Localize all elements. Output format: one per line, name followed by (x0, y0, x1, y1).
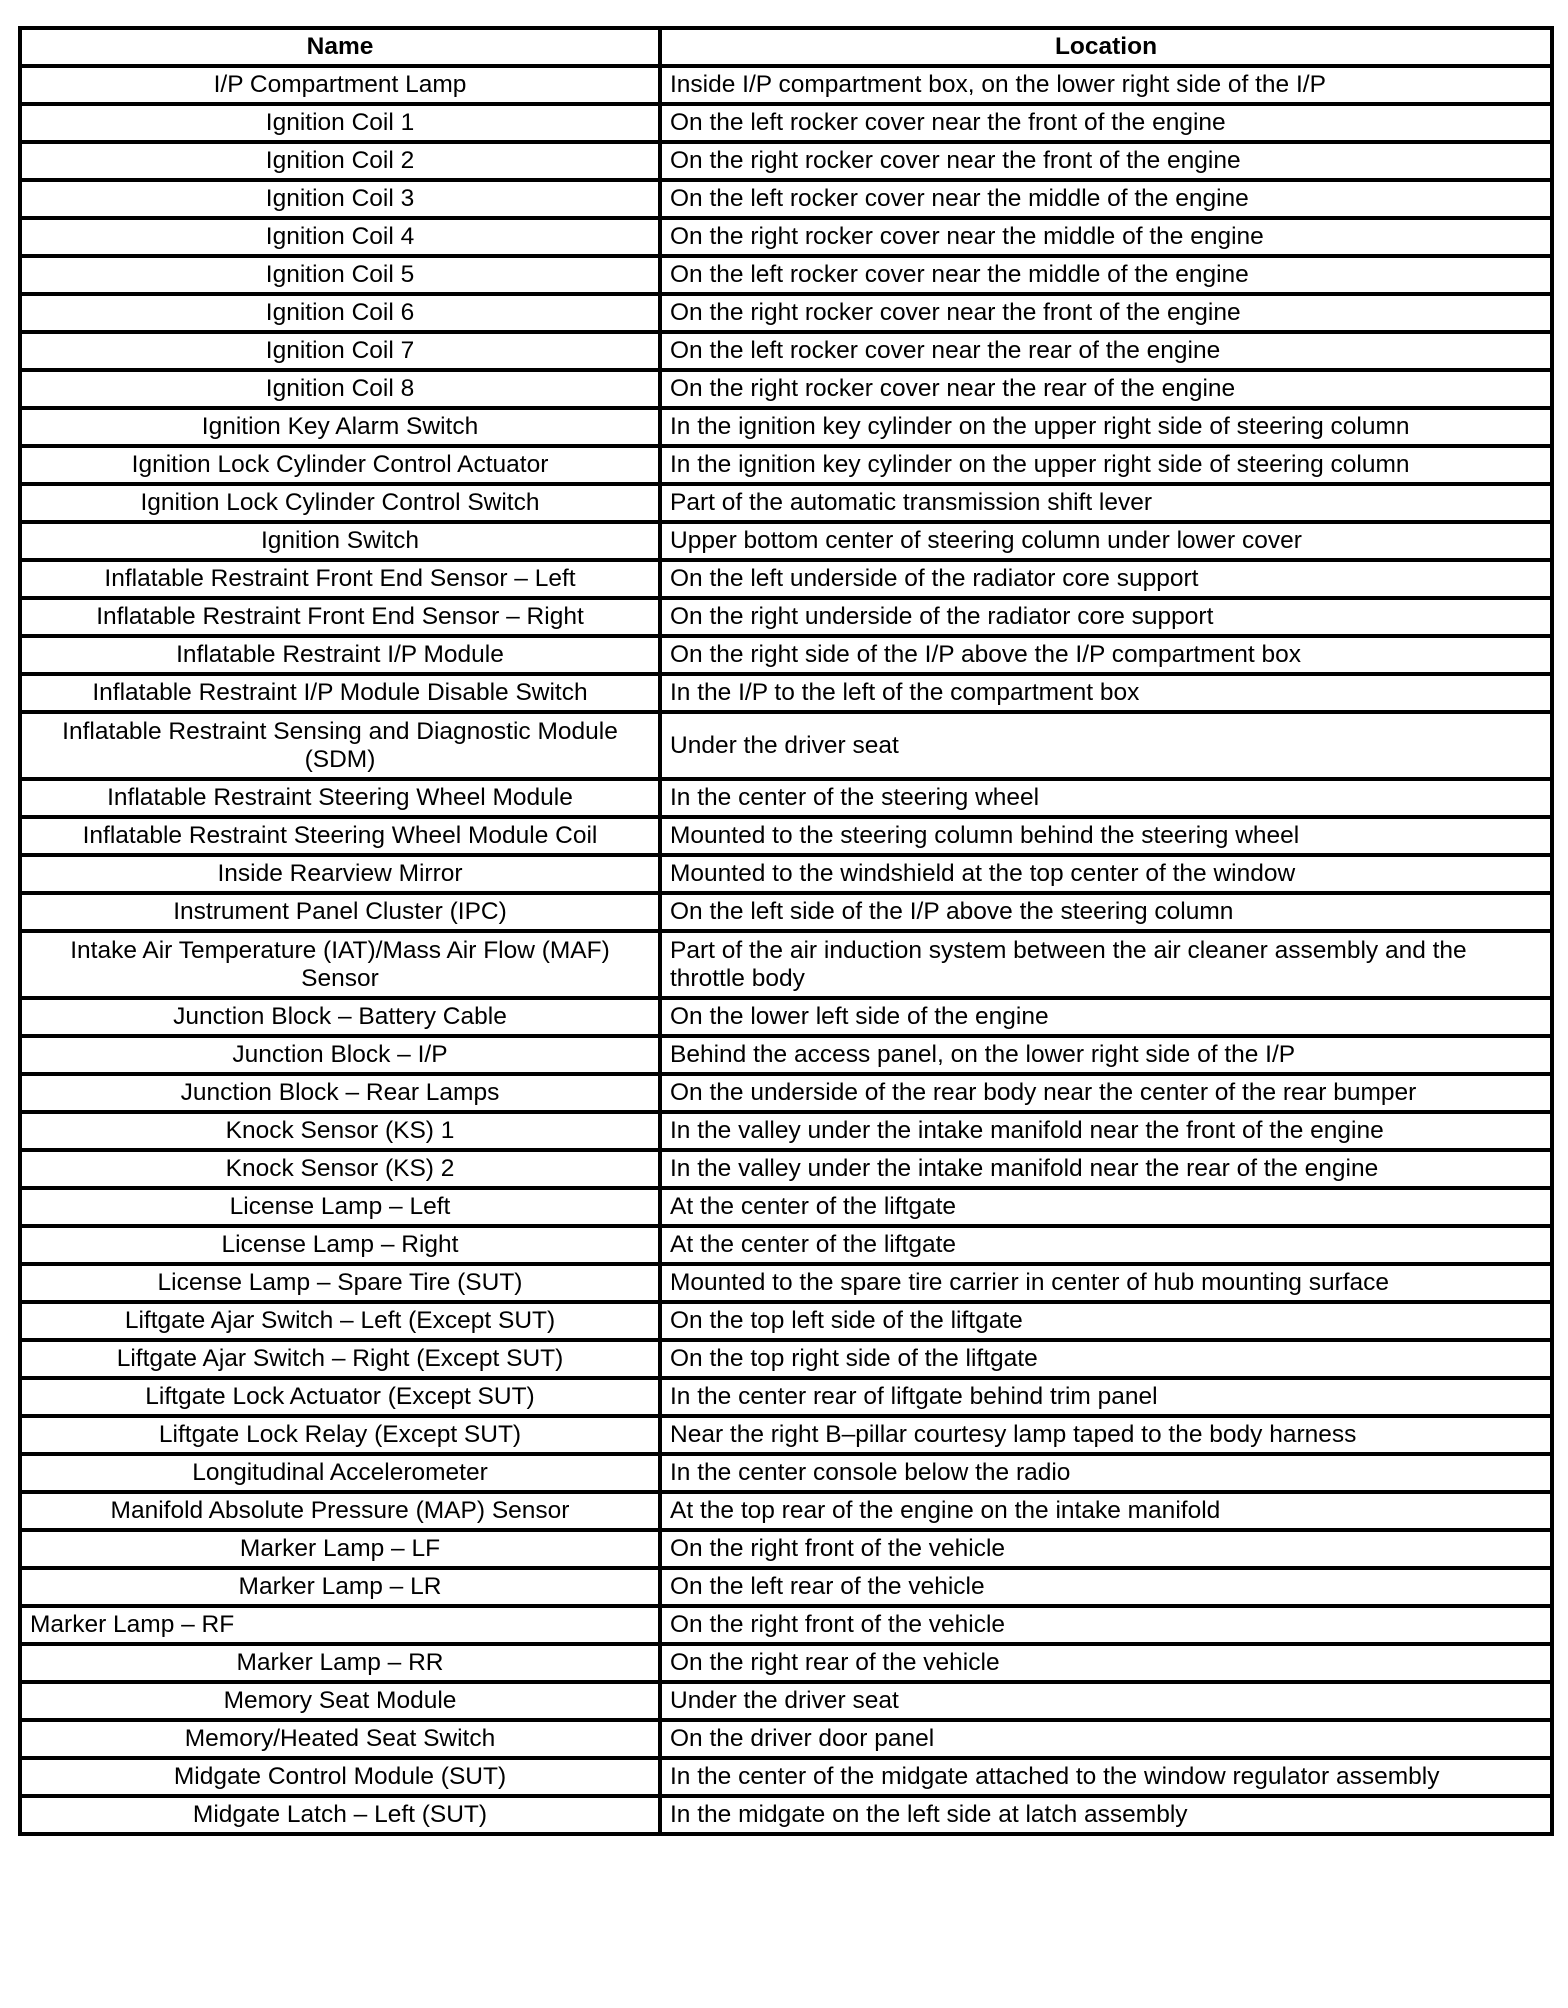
location-column-header: Location (660, 28, 1552, 66)
component-location-cell: On the right rear of the vehicle (660, 1644, 1552, 1682)
table-row (20, 1150, 1552, 1188)
component-location-cell: In the center of the midgate attached to the window regulator assembly (660, 1758, 1552, 1796)
component-location-cell: On the underside of the rear body near the center of the rear bumper (660, 1074, 1552, 1112)
component-location-cell: On the left rocker cover near the middle of the engine (660, 256, 1552, 294)
table-row (20, 484, 1552, 522)
component-name-cell: Ignition Coil 3 (20, 180, 660, 218)
component-name-cell: Inflatable Restraint Front End Sensor – Right (20, 598, 660, 636)
component-name-cell: Junction Block – Battery Cable (20, 998, 660, 1036)
component-location-cell: In the ignition key cylinder on the upper right side of steering column (660, 408, 1552, 446)
component-name-cell: Junction Block – I/P (20, 1036, 660, 1074)
component-name-cell: Inflatable Restraint Steering Wheel Module (20, 779, 660, 817)
component-location-cell: Part of the air induction system between the air cleaner assembly and the throttle body (660, 931, 1552, 998)
table-row (20, 1302, 1552, 1340)
component-name-cell: Inflatable Restraint I/P Module Disable Switch (20, 674, 660, 712)
component-location-cell: In the midgate on the left side at latch assembly (660, 1796, 1552, 1834)
component-location-cell: On the left rocker cover near the middle of the engine (660, 180, 1552, 218)
component-name-cell: Ignition Coil 7 (20, 332, 660, 370)
component-name-cell: Inflatable Restraint I/P Module (20, 636, 660, 674)
table-row (20, 674, 1552, 712)
component-name-cell: Liftgate Ajar Switch – Left (Except SUT) (20, 1302, 660, 1340)
component-location-cell: At the center of the liftgate (660, 1226, 1552, 1264)
table-row (20, 256, 1552, 294)
table-row (20, 598, 1552, 636)
component-location-cell: Mounted to the steering column behind the steering wheel (660, 817, 1552, 855)
component-name-cell: Marker Lamp – LR (20, 1568, 660, 1606)
component-location-cell: Near the right B–pillar courtesy lamp taped to the body harness (660, 1416, 1552, 1454)
component-name-cell: Midgate Latch – Left (SUT) (20, 1796, 660, 1834)
component-location-cell: On the left rocker cover near the front of the engine (660, 104, 1552, 142)
table-row (20, 408, 1552, 446)
component-location-cell: On the left side of the I/P above the steering column (660, 893, 1552, 931)
component-location-cell: Under the driver seat (660, 712, 1552, 779)
component-name-cell: Ignition Coil 5 (20, 256, 660, 294)
component-location-cell: On the right rocker cover near the front of the engine (660, 142, 1552, 180)
component-location-cell: On the top right side of the liftgate (660, 1340, 1552, 1378)
table-row (20, 931, 1552, 998)
component-location-cell: In the center of the steering wheel (660, 779, 1552, 817)
table-row (20, 446, 1552, 484)
component-location-cell: On the right front of the vehicle (660, 1606, 1552, 1644)
component-name-cell: Liftgate Lock Relay (Except SUT) (20, 1416, 660, 1454)
component-name-cell: Liftgate Ajar Switch – Right (Except SUT) (20, 1340, 660, 1378)
component-location-cell: On the left rear of the vehicle (660, 1568, 1552, 1606)
table-row (20, 636, 1552, 674)
component-name-cell: Liftgate Lock Actuator (Except SUT) (20, 1378, 660, 1416)
component-location-cell: Behind the access panel, on the lower right side of the I/P (660, 1036, 1552, 1074)
table-row (20, 66, 1552, 104)
component-name-cell: Midgate Control Module (SUT) (20, 1758, 660, 1796)
table-row (20, 1340, 1552, 1378)
component-location-cell: On the right side of the I/P above the I/P compartment box (660, 636, 1552, 674)
component-location-cell: In the center console below the radio (660, 1454, 1552, 1492)
table-row (20, 1036, 1552, 1074)
component-location-cell: Inside I/P compartment box, on the lower right side of the I/P (660, 66, 1552, 104)
table-body (20, 66, 1552, 1834)
component-name-cell: Ignition Key Alarm Switch (20, 408, 660, 446)
component-name-cell: Ignition Switch (20, 522, 660, 560)
component-location-cell: At the top rear of the engine on the intake manifold (660, 1492, 1552, 1530)
component-name-cell: Inside Rearview Mirror (20, 855, 660, 893)
table-row (20, 1378, 1552, 1416)
component-name-cell: License Lamp – Spare Tire (SUT) (20, 1264, 660, 1302)
component-name-cell: Intake Air Temperature (IAT)/Mass Air Flow (MAF) Sensor (20, 931, 660, 998)
component-location-cell: Part of the automatic transmission shift lever (660, 484, 1552, 522)
component-name-cell: Memory/Heated Seat Switch (20, 1720, 660, 1758)
component-name-cell: Marker Lamp – LF (20, 1530, 660, 1568)
component-name-cell: Manifold Absolute Pressure (MAP) Sensor (20, 1492, 660, 1530)
name-column-header: Name (20, 28, 660, 66)
table-row (20, 104, 1552, 142)
table-row (20, 142, 1552, 180)
component-location-table-container (18, 26, 1554, 1836)
component-location-cell: On the right rocker cover near the middle of the engine (660, 218, 1552, 256)
table-row (20, 1112, 1552, 1150)
table-row (20, 294, 1552, 332)
component-location-cell: On the top left side of the liftgate (660, 1302, 1552, 1340)
component-name-cell: Inflatable Restraint Front End Sensor – Left (20, 560, 660, 598)
component-name-cell: Inflatable Restraint Steering Wheel Module Coil (20, 817, 660, 855)
table-row (20, 1074, 1552, 1112)
table-row (20, 1226, 1552, 1264)
table-row (20, 218, 1552, 256)
component-name-cell: Longitudinal Accelerometer (20, 1454, 660, 1492)
component-location-cell: On the left rocker cover near the rear of the engine (660, 332, 1552, 370)
table-row (20, 712, 1552, 779)
table-row (20, 1416, 1552, 1454)
header-row (20, 28, 1552, 66)
component-location-table (18, 26, 1554, 1836)
component-name-cell: Ignition Coil 1 (20, 104, 660, 142)
table-row (20, 370, 1552, 408)
table-row (20, 522, 1552, 560)
component-location-cell: On the lower left side of the engine (660, 998, 1552, 1036)
table-row (20, 1796, 1552, 1834)
table-row (20, 180, 1552, 218)
table-row (20, 998, 1552, 1036)
table-row (20, 332, 1552, 370)
table-row (20, 1606, 1552, 1644)
component-name-cell: Ignition Coil 4 (20, 218, 660, 256)
component-location-cell: On the left underside of the radiator core support (660, 560, 1552, 598)
component-location-cell: On the right front of the vehicle (660, 1530, 1552, 1568)
component-name-cell: Junction Block – Rear Lamps (20, 1074, 660, 1112)
component-location-cell: In the ignition key cylinder on the upper right side of steering column (660, 446, 1552, 484)
component-name-cell: License Lamp – Right (20, 1226, 660, 1264)
table-row (20, 1492, 1552, 1530)
table-row (20, 1530, 1552, 1568)
table-row (20, 779, 1552, 817)
table-row (20, 1720, 1552, 1758)
component-location-cell: Upper bottom center of steering column under lower cover (660, 522, 1552, 560)
component-name-cell: Instrument Panel Cluster (IPC) (20, 893, 660, 931)
table-row (20, 1188, 1552, 1226)
table-row (20, 855, 1552, 893)
component-name-cell: Knock Sensor (KS) 2 (20, 1150, 660, 1188)
component-name-cell: Ignition Coil 6 (20, 294, 660, 332)
component-name-cell: Inflatable Restraint Sensing and Diagnostic Module (SDM) (20, 712, 660, 779)
component-name-cell: Ignition Coil 8 (20, 370, 660, 408)
component-location-cell: Mounted to the windshield at the top center of the window (660, 855, 1552, 893)
component-location-cell: At the center of the liftgate (660, 1188, 1552, 1226)
component-location-cell: On the driver door panel (660, 1720, 1552, 1758)
component-location-cell: On the right underside of the radiator core support (660, 598, 1552, 636)
table-row (20, 1568, 1552, 1606)
component-name-cell: Ignition Coil 2 (20, 142, 660, 180)
component-name-cell: Ignition Lock Cylinder Control Actuator (20, 446, 660, 484)
component-name-cell: Marker Lamp – RR (20, 1644, 660, 1682)
table-row (20, 1454, 1552, 1492)
component-name-cell: Ignition Lock Cylinder Control Switch (20, 484, 660, 522)
table-row (20, 893, 1552, 931)
table-row (20, 560, 1552, 598)
component-location-cell: On the right rocker cover near the rear of the engine (660, 370, 1552, 408)
component-name-cell: License Lamp – Left (20, 1188, 660, 1226)
component-name-cell: Knock Sensor (KS) 1 (20, 1112, 660, 1150)
table-row (20, 1264, 1552, 1302)
component-location-cell: In the valley under the intake manifold near the rear of the engine (660, 1150, 1552, 1188)
component-name-cell: I/P Compartment Lamp (20, 66, 660, 104)
component-location-cell: In the center rear of liftgate behind trim panel (660, 1378, 1552, 1416)
component-location-cell: In the valley under the intake manifold near the front of the engine (660, 1112, 1552, 1150)
component-location-cell: Mounted to the spare tire carrier in center of hub mounting surface (660, 1264, 1552, 1302)
table-row (20, 817, 1552, 855)
table-row (20, 1758, 1552, 1796)
component-location-cell: Under the driver seat (660, 1682, 1552, 1720)
component-name-cell: Memory Seat Module (20, 1682, 660, 1720)
component-name-cell: Marker Lamp – RF (20, 1606, 660, 1644)
component-location-cell: On the right rocker cover near the front of the engine (660, 294, 1552, 332)
table-row (20, 1644, 1552, 1682)
table-row (20, 1682, 1552, 1720)
component-location-cell: In the I/P to the left of the compartment box (660, 674, 1552, 712)
